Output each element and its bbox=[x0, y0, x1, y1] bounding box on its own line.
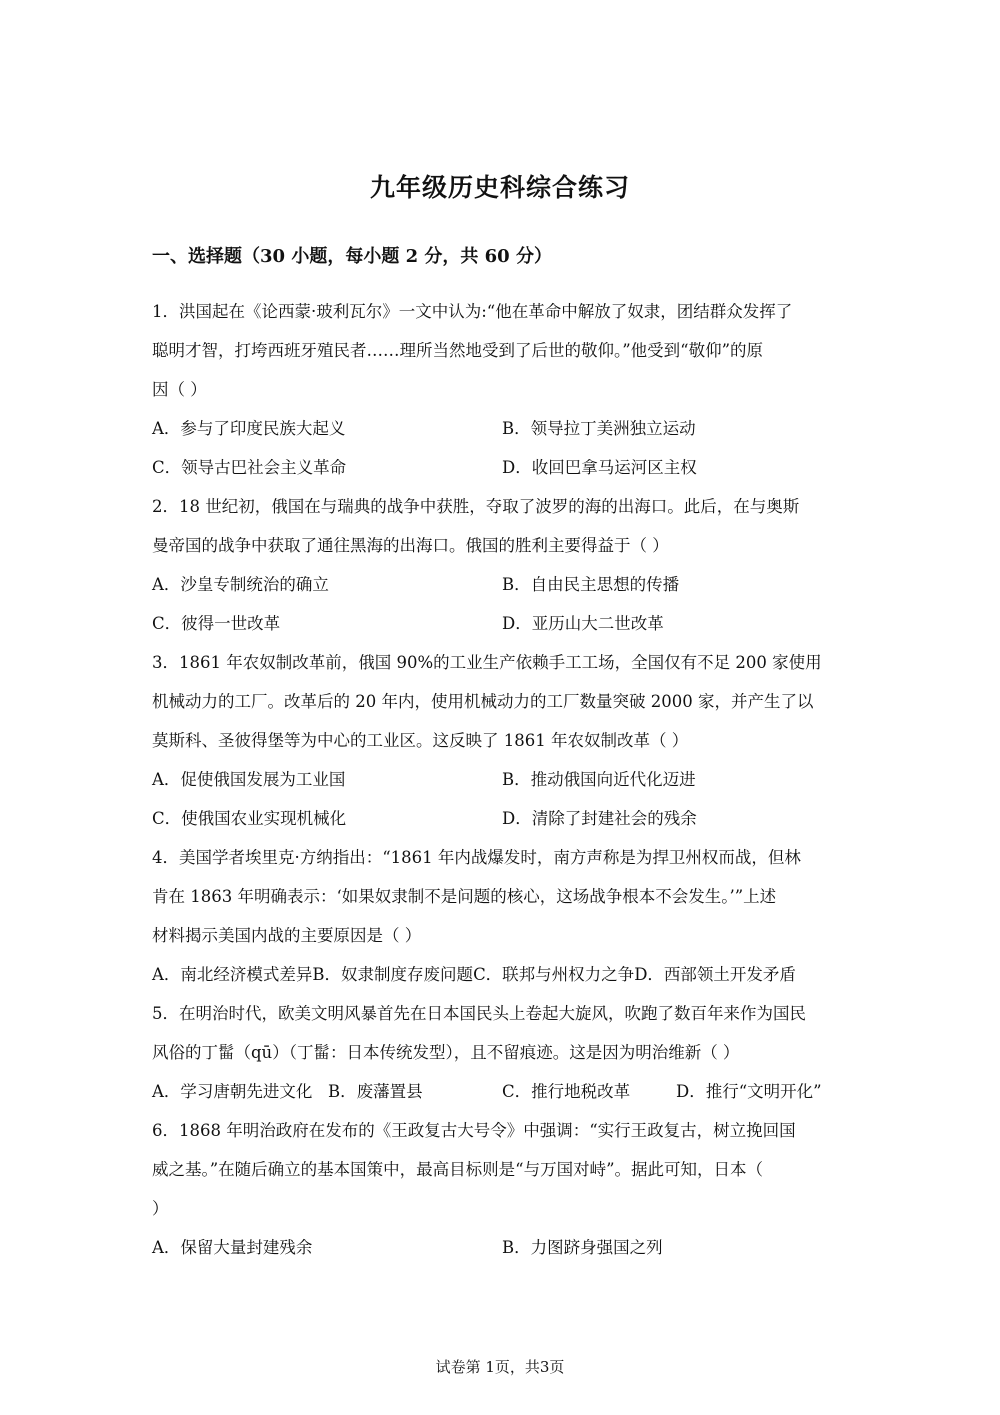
page-title: 九年级历史科综合练习 bbox=[369, 173, 630, 202]
question-list bbox=[152, 292, 852, 1267]
question-1-options-row-1 bbox=[152, 409, 852, 448]
question-2-stem-line-2: 曼帝国的战争中获取了通往黑海的出海口。俄国的胜利主要得益于（ ） bbox=[152, 536, 669, 555]
section-heading: 一、选择题（30 小题，每小题 2 分，共 60 分） bbox=[152, 246, 552, 267]
question-5-option-b: B．废藩置县 bbox=[328, 1082, 423, 1101]
question-4-option-b: B．奴隶制度存废问题 bbox=[312, 965, 474, 984]
question-6-stem-line-1: 6．1868 年明治政府在发布的《王政复古大号令》中强调：“实行王政复古，树立挽回国 bbox=[152, 1121, 796, 1140]
question-4-stem-line-3: 材料揭示美国内战的主要原因是（ ） bbox=[152, 926, 422, 945]
question-3-stem-line-1: 3．1861 年农奴制改革前，俄国 90%的工业生产依赖手工工场，全国仅有不足 200 家使用 bbox=[152, 653, 822, 672]
question-6-option-b: B．力图跻身强国之列 bbox=[502, 1238, 663, 1257]
question-3-options-row-2 bbox=[152, 799, 852, 838]
question-3-option-d: D．清除了封建社会的残余 bbox=[502, 809, 697, 828]
question-6-stem-line-3: ） bbox=[152, 1199, 169, 1218]
question-5 bbox=[152, 994, 852, 1111]
question-4-option-d: D．西部领土开发矛盾 bbox=[634, 965, 796, 984]
question-2-stem-line-1: 2．18 世纪初，俄国在与瑞典的战争中获胜，夺取了波罗的海的出海口。此后，在与奥斯 bbox=[152, 497, 800, 516]
question-2-option-c: C．彼得一世改革 bbox=[152, 614, 281, 633]
question-3-stem-line-2: 机械动力的工厂。改革后的 20 年内，使用机械动力的工厂数量突破 2000 家，并产生了以 bbox=[152, 692, 814, 711]
question-2 bbox=[152, 487, 852, 643]
question-1-options-row-2 bbox=[152, 448, 852, 487]
question-4-stem-line-1: 4．美国学者埃里克·方纳指出：“1861 年内战爆发时，南方声称是为捍卫州权而战，但林 bbox=[152, 848, 801, 867]
question-5-stem-line-2: 风俗的丁髷（qū）（丁髷：日本传统发型），且不留痕迹。这是因为明治维新（ ） bbox=[152, 1043, 740, 1062]
question-1-stem-line-1: 1．洪国起在《论西蒙·玻利瓦尔》一文中认为:“他在革命中解放了奴隶，团结群众发挥了 bbox=[152, 302, 793, 321]
question-5-option-a: A．学习唐朝先进文化 bbox=[152, 1082, 313, 1101]
question-1 bbox=[152, 292, 852, 487]
question-6-option-a: A．保留大量封建残余 bbox=[152, 1238, 313, 1257]
question-2-option-a: A．沙皇专制统治的确立 bbox=[152, 575, 329, 594]
question-6 bbox=[152, 1111, 852, 1267]
question-1-option-c: C．领导古巴社会主义革命 bbox=[152, 458, 347, 477]
question-1-stem-line-2: 聪明才智，打垮西班牙殖民者……理所当然地受到了后世的敬仰。”他受到“敬仰”的原 bbox=[152, 341, 764, 360]
question-5-option-c: C．推行地税改革 bbox=[502, 1082, 631, 1101]
question-4-option-a: A．南北经济模式差异 bbox=[152, 965, 313, 984]
question-4 bbox=[152, 838, 852, 994]
question-5-stem-line-1: 5．在明治时代，欧美文明风暴首先在日本国民头上卷起大旋风，吹跑了数百年来作为国民 bbox=[152, 1004, 806, 1023]
question-5-option-d: D．推行“文明开化” bbox=[676, 1082, 822, 1101]
question-1-option-d: D．收回巴拿马运河区主权 bbox=[502, 458, 697, 477]
question-4-options-row bbox=[152, 955, 852, 994]
question-2-option-b: B．自由民主思想的传播 bbox=[502, 575, 680, 594]
question-3-options-row-1 bbox=[152, 760, 852, 799]
question-2-options-row-1 bbox=[152, 565, 852, 604]
question-1-stem-line-3: 因（ ） bbox=[152, 380, 207, 399]
question-5-options-row bbox=[152, 1072, 852, 1111]
question-2-options-row-2 bbox=[152, 604, 852, 643]
question-1-option-b: B．领导拉丁美洲独立运动 bbox=[502, 419, 696, 438]
question-1-option-a: A．参与了印度民族大起义 bbox=[152, 419, 346, 438]
question-6-stem-line-2: 威之基。”在随后确立的基本国策中，最高目标则是“与万国对峙”。据此可知，日本（ bbox=[152, 1160, 764, 1179]
question-3 bbox=[152, 643, 852, 838]
question-3-option-c: C．使俄国农业实现机械化 bbox=[152, 809, 347, 828]
page-footer: 试卷第 1页，共3页 bbox=[435, 1358, 565, 1376]
question-3-option-a: A．促使俄国发展为工业国 bbox=[152, 770, 346, 789]
question-4-stem-line-2: 肯在 1863 年明确表示：‘如果奴隶制不是问题的核心，这场战争根本不会发生。’”上述 bbox=[152, 887, 777, 906]
question-3-option-b: B．推动俄国向近代化迈进 bbox=[502, 770, 696, 789]
question-6-options-row-1 bbox=[152, 1228, 852, 1267]
question-4-option-c: C．联邦与州权力之争 bbox=[473, 965, 635, 984]
question-3-stem-line-3: 莫斯科、圣彼得堡等为中心的工业区。这反映了 1861 年农奴制改革（ ） bbox=[152, 731, 689, 750]
question-2-option-d: D．亚历山大二世改革 bbox=[502, 614, 664, 633]
